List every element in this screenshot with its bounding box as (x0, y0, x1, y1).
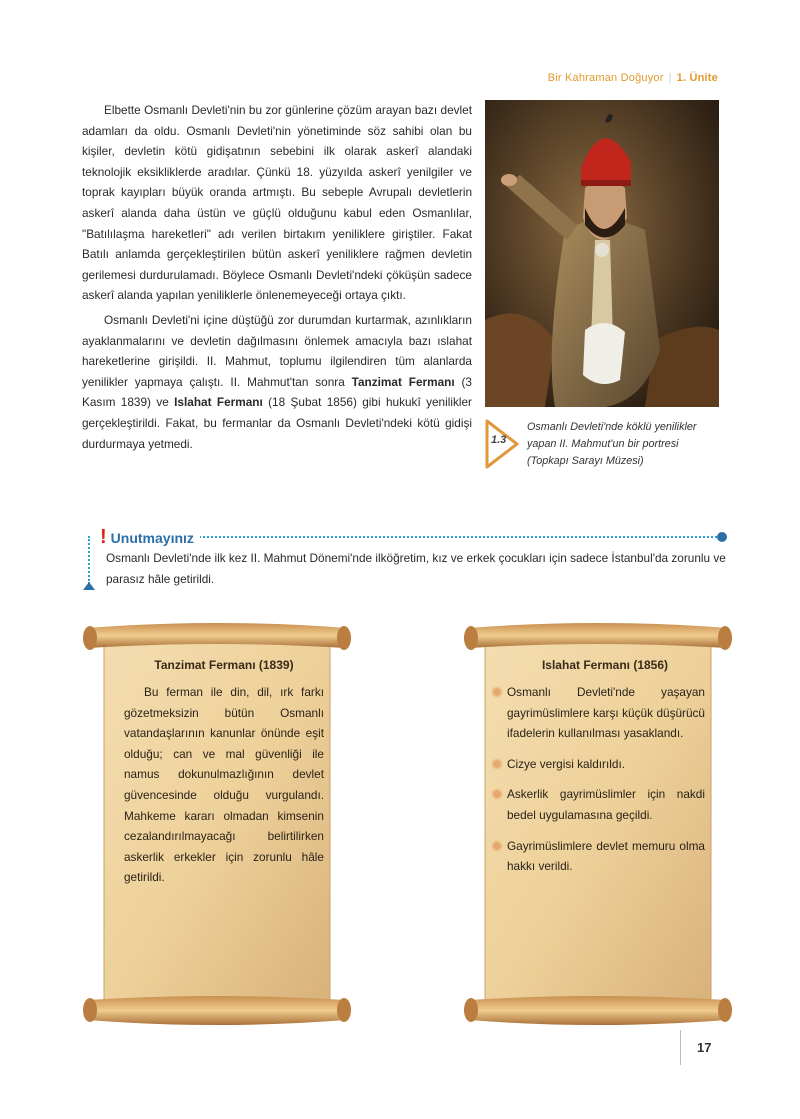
scroll-right-content (505, 658, 705, 887)
portrait-illustration (485, 100, 719, 407)
scroll-right-list (505, 682, 705, 877)
paragraph-1: Elbette Osmanlı Devleti'nin bu zor günlerine çözüm arayan bazı devlet adamları da oldu. Osmanlı Devleti'nin yönetiminde söz sahibi olan bu kişiler, devletin kötü gidişatının sebebini ilk olarak askerî alandaki teknolojik eksikliklerde aradılar. Çünkü 18. yüzyılda askerî yenilgiler ve toprak kayıpları büyük oranda artmıştı. Bu sebeple Avrupalı devletlerin askerî alanda daha üstün ve güçlü olduğunu kabul eden Osmanlılar, "Batılılaşma hareketleri" adı verilen birtakım yeniliklere giriştiler. Fakat Batılı anlamda gerçekleştirilen bütün askerî yeniliklere rağmen devletin gerilemesi durdurulamadı. Böylece Osmanlı Devleti'ndeki çöküşün sadece askerî alanda yapılan yeniliklerle önlenemeyeceği ortaya çıktı. (82, 103, 472, 303)
paragraph-2-part-d: (18 Şubat 1856) gibi hukukî yenilikler gerçekleştirildi. Fakat, bu fermanlar da Osmanlı Devleti'ndeki kötü gidişi durdurmaya yetmedi. (82, 395, 472, 451)
exclamation-icon: ! (100, 526, 107, 548)
bullet-icon (491, 686, 503, 698)
figure-caption (485, 417, 725, 477)
list-item (505, 784, 705, 825)
list-item-text: Cizye vergisi kaldırıldı. (507, 756, 626, 771)
scroll-right-title: Islahat Fermanı (1856) (541, 658, 669, 672)
tanzimat-bold: Tanzimat Fermanı (351, 374, 455, 389)
reminder-title (100, 526, 200, 549)
list-item-text: Gayrimüslimlere devlet memuru olma hakkı verildi. (507, 838, 705, 874)
figure-number: 1.3 (491, 434, 507, 446)
islahat-bold: Islahat Fermanı (174, 395, 263, 410)
paragraph-2-part-a: Osmanlı Devleti'ni içine düştüğü zor durumdan kurtarmak, azınlıkların ayaklanmalarını ve devletin dağılmasını önlemek amacıyla bazı ıslahat hareketlerine girişildi. II. Mahmut, toplumu ilgilendiren tüm alanlarda yenilikler yapmaya çalıştı. II. Mahmut'tan sonra (82, 312, 472, 389)
scroll-left-title: Tanzimat Fermanı (1839) (154, 658, 294, 672)
reminder-text: Osmanlı Devleti'nde ilk kez II. Mahmut Dönemi'nde ilköğretim, kız ve erkek çocukları için sadece İstanbul'da zorunlu ve parasız hâle getirildi. (106, 551, 726, 586)
scroll-tanzimat (82, 620, 352, 1030)
list-item (505, 754, 705, 775)
page-number: 17 (680, 1030, 730, 1065)
reminder-end-dot (717, 532, 727, 542)
header-section: Bir Kahraman Doğuyor (547, 72, 664, 84)
running-header (548, 72, 718, 84)
reminder-box (82, 526, 727, 596)
list-item-text: Askerlik gayrimüslimler için nakdi bedel uygulamasına geçildi. (507, 787, 705, 822)
list-item (505, 682, 705, 744)
portrait-image (485, 100, 719, 407)
scroll-left-text: Bu ferman ile din, dil, ırk farkı gözetmeksizin bütün Osmanlı vatandaşlarının kanunlar önünde eşit olduğu; can ve mal güvenliği ile namus dokunulmazlığının devlet güvencesinde olduğu vurgulandı. Mahkeme kararı olmadan kimsenin cezalandırılmayacağı belirtilirken askerlik erkekler için zorunlu hâle getirildi. (124, 685, 324, 885)
bullet-icon (491, 840, 503, 852)
bullet-icon (491, 758, 503, 770)
header-unit: 1. Ünite (676, 72, 718, 84)
main-text (82, 100, 472, 458)
scroll-left-content (124, 658, 324, 888)
list-item (505, 836, 705, 877)
reminder-arrow-icon (83, 582, 95, 590)
list-item-text: Osmanlı Devleti'nde yaşayan gayrimüslimlere karşı küçük düşürücü ifadelerin kullanılması yasaklandı. (507, 685, 705, 741)
paragraph-2-part-c: (3 Kasım 1839) ve (82, 374, 472, 410)
figure-number-badge (485, 419, 519, 469)
paragraph-2 (82, 310, 472, 454)
caption-text: Osmanlı Devleti'nde köklü yenilikler yapan II. Mahmut'un bir portresi (Topkapı Sarayı Müzesi) (527, 421, 697, 467)
header-separator: | (668, 72, 672, 84)
scroll-islahat (463, 620, 733, 1030)
reminder-dotted-side (88, 536, 90, 584)
reminder-title-text: Unutmayınız (110, 530, 194, 546)
reminder-dotted-line (112, 536, 721, 538)
